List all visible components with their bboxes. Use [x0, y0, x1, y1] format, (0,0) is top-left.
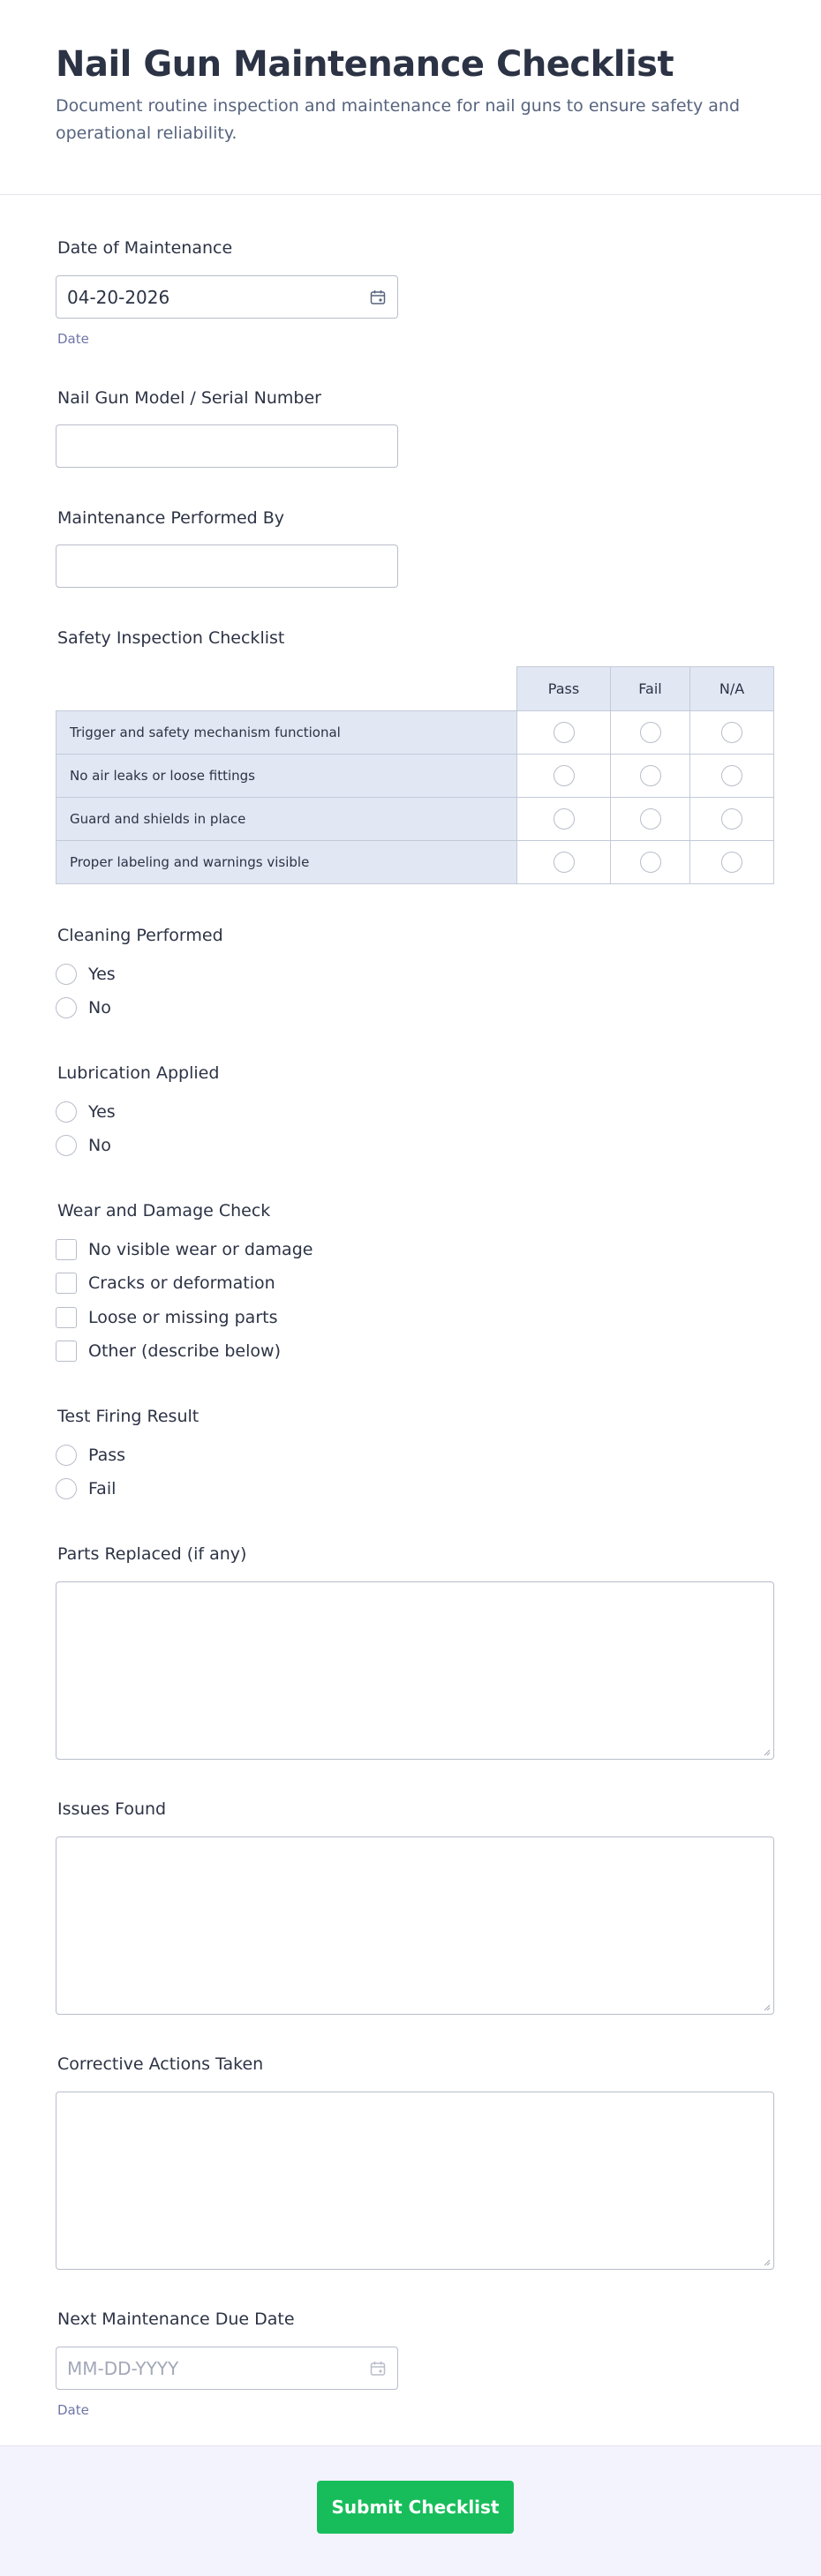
corrective-actions-label: Corrective Actions Taken — [57, 2054, 264, 2074]
matrix-cell — [516, 797, 611, 841]
submit-button[interactable]: Submit Checklist — [317, 2481, 514, 2534]
matrix-radio-pass[interactable] — [554, 722, 575, 743]
matrix-cell — [516, 710, 611, 755]
matrix-row-label: Trigger and safety mechanism functional — [56, 710, 517, 755]
matrix-cell — [516, 754, 611, 798]
safety-checklist-matrix — [56, 666, 774, 887]
matrix-cell — [516, 840, 611, 884]
radio-button[interactable] — [56, 1101, 77, 1123]
option-label: Yes — [88, 965, 116, 984]
radio-button[interactable] — [56, 1445, 77, 1466]
date-of-maintenance-field[interactable] — [56, 275, 398, 319]
lubrication-option-no[interactable] — [56, 1135, 111, 1156]
resize-grip-icon[interactable] — [762, 2257, 771, 2266]
performed-by-input[interactable] — [56, 544, 398, 588]
test-firing-option-pass[interactable] — [56, 1445, 125, 1466]
matrix-radio-pass[interactable] — [554, 765, 575, 786]
lubrication-option-yes[interactable] — [56, 1101, 116, 1123]
resize-grip-icon[interactable] — [762, 2002, 771, 2011]
option-label: Cracks or deformation — [88, 1273, 275, 1293]
date-of-maintenance-label: Date of Maintenance — [57, 238, 233, 258]
model-serial-label: Nail Gun Model / Serial Number — [57, 388, 321, 408]
next-due-field[interactable] — [56, 2347, 398, 2390]
wear-option-other[interactable] — [56, 1341, 281, 1362]
performed-by-label: Maintenance Performed By — [57, 508, 285, 528]
option-label: No — [88, 1136, 111, 1155]
cleaning-option-yes[interactable] — [56, 964, 116, 985]
test-firing-label: Test Firing Result — [57, 1407, 200, 1426]
matrix-radio-na[interactable] — [721, 808, 742, 830]
matrix-cell — [610, 754, 690, 798]
next-due-input[interactable] — [56, 2347, 357, 2389]
matrix-radio-na[interactable] — [721, 722, 742, 743]
matrix-cell — [689, 840, 774, 884]
option-label: Other (describe below) — [88, 1341, 281, 1361]
wear-option-cracks[interactable] — [56, 1273, 275, 1294]
option-label: Loose or missing parts — [88, 1308, 278, 1327]
parts-replaced-textarea[interactable] — [56, 1581, 774, 1760]
option-label: Yes — [88, 1102, 116, 1122]
form-footer — [0, 2445, 821, 2576]
matrix-row-label: No air leaks or loose fittings — [56, 754, 517, 798]
radio-button[interactable] — [56, 997, 77, 1018]
test-firing-option-fail[interactable] — [56, 1478, 116, 1499]
matrix-radio-pass[interactable] — [554, 852, 575, 873]
checkbox[interactable] — [56, 1307, 77, 1328]
matrix-col-fail: Fail — [610, 666, 690, 711]
matrix-row-label: Guard and shields in place — [56, 797, 517, 841]
checkbox[interactable] — [56, 1273, 77, 1294]
option-label: No — [88, 998, 111, 1018]
matrix-radio-na[interactable] — [721, 765, 742, 786]
next-due-sublabel: Date — [57, 2402, 89, 2418]
checkbox[interactable] — [56, 1239, 77, 1260]
date-of-maintenance-sublabel: Date — [57, 331, 89, 347]
wear-option-none[interactable] — [56, 1239, 313, 1260]
matrix-cell — [610, 710, 690, 755]
cleaning-option-no[interactable] — [56, 997, 111, 1018]
model-serial-input[interactable] — [56, 424, 398, 468]
matrix-cell — [689, 754, 774, 798]
option-label: Pass — [88, 1446, 126, 1465]
matrix-radio-na[interactable] — [721, 852, 742, 873]
issues-found-textarea[interactable] — [56, 1836, 774, 2015]
safety-checklist-label: Safety Inspection Checklist — [57, 628, 285, 648]
resize-grip-icon[interactable] — [762, 1747, 771, 1756]
calendar-icon[interactable] — [369, 289, 387, 306]
form-header — [0, 0, 821, 195]
matrix-radio-fail[interactable] — [640, 722, 661, 743]
matrix-col-na: N/A — [689, 666, 774, 711]
corrective-actions-textarea[interactable] — [56, 2092, 774, 2270]
radio-button[interactable] — [56, 1135, 77, 1156]
matrix-cell — [610, 840, 690, 884]
matrix-radio-fail[interactable] — [640, 808, 661, 830]
cleaning-label: Cleaning Performed — [57, 926, 223, 945]
wear-option-loose-parts[interactable] — [56, 1307, 277, 1328]
lubrication-label: Lubrication Applied — [57, 1063, 220, 1083]
checkbox[interactable] — [56, 1341, 77, 1362]
wear-damage-label: Wear and Damage Check — [57, 1201, 271, 1220]
matrix-radio-fail[interactable] — [640, 765, 661, 786]
radio-button[interactable] — [56, 964, 77, 985]
page-subtitle: Document routine inspection and maintenance for nail guns to ensure safety and operational reliability. — [56, 96, 741, 143]
issues-found-label: Issues Found — [57, 1799, 167, 1819]
calendar-icon[interactable] — [369, 2360, 387, 2377]
next-due-label: Next Maintenance Due Date — [57, 2309, 295, 2329]
matrix-row-label: Proper labeling and warnings visible — [56, 840, 517, 884]
matrix-cell — [689, 710, 774, 755]
matrix-radio-pass[interactable] — [554, 808, 575, 830]
date-of-maintenance-input[interactable] — [56, 276, 357, 318]
option-label: No visible wear or damage — [88, 1240, 313, 1259]
page-title: Nail Gun Maintenance Checklist — [56, 44, 674, 85]
matrix-cell — [689, 797, 774, 841]
matrix-radio-fail[interactable] — [640, 852, 661, 873]
radio-button[interactable] — [56, 1478, 77, 1499]
matrix-col-pass: Pass — [516, 666, 611, 711]
matrix-cell — [610, 797, 690, 841]
parts-replaced-label: Parts Replaced (if any) — [57, 1544, 247, 1564]
option-label: Fail — [88, 1479, 117, 1498]
